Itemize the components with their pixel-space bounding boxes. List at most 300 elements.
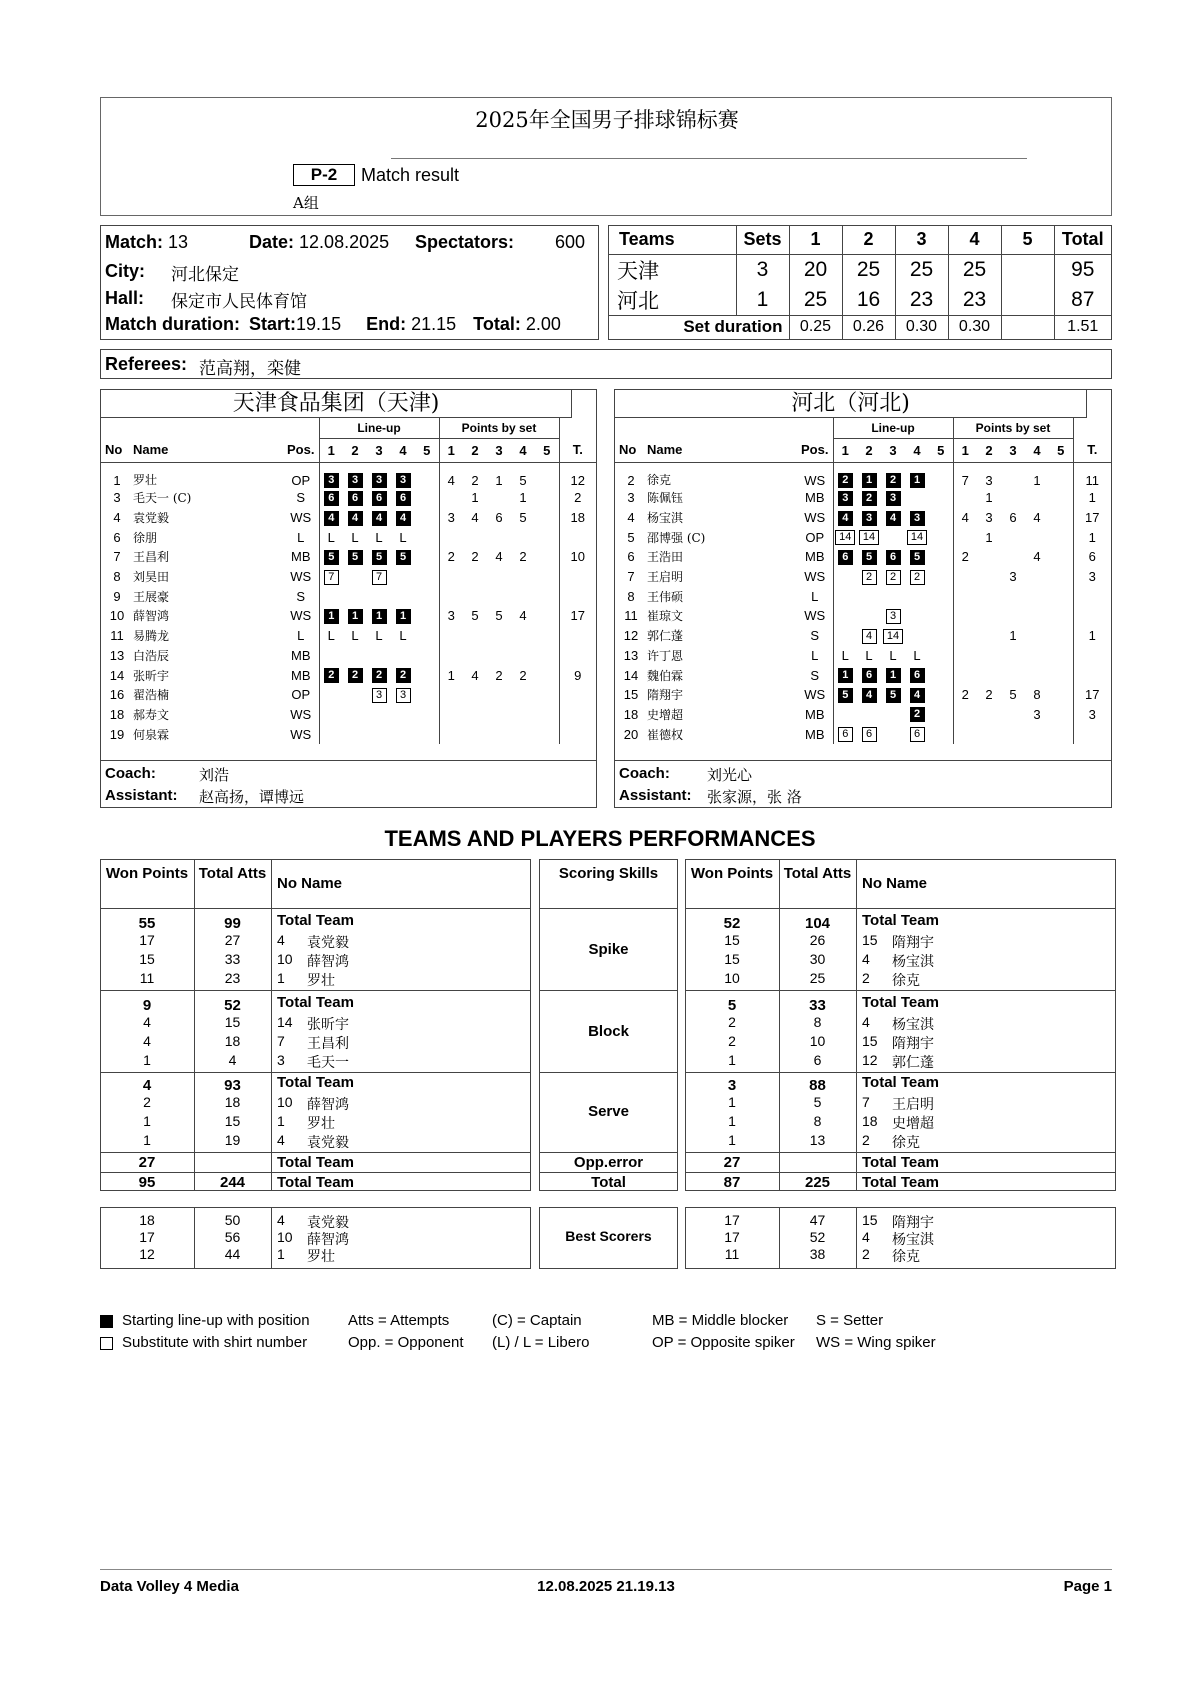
player-no: 20	[623, 726, 639, 742]
lineup-cell	[391, 606, 415, 626]
lineup-mark: 1	[348, 609, 363, 624]
player-row	[615, 462, 1111, 488]
player-no: 4	[113, 510, 121, 526]
empty-square-icon	[100, 1337, 113, 1350]
opp-error-team: Total Team	[862, 1154, 939, 1171]
set-points	[439, 567, 463, 587]
set-points	[439, 724, 463, 744]
player-no: 4	[277, 1132, 285, 1148]
team-panel-left	[100, 389, 597, 808]
best-atts: 56	[224, 1229, 241, 1245]
total-header: T.	[1073, 438, 1111, 462]
legend-atts: Atts = Attempts	[348, 1312, 450, 1329]
set-points	[535, 626, 559, 646]
assistant-label: Assistant:	[619, 787, 692, 804]
divider	[685, 990, 1116, 991]
player-row	[615, 606, 1111, 626]
lineup-cell	[319, 665, 343, 685]
player-pos: OP	[797, 527, 833, 547]
lineup-mark: 2	[348, 668, 363, 683]
set-header: 1	[953, 438, 977, 462]
player-atts: 15	[224, 1113, 241, 1129]
lineup-mark: 1	[886, 668, 901, 683]
set-points	[1025, 488, 1049, 508]
player-no: 18	[862, 1113, 878, 1129]
lineup-cell	[881, 567, 905, 587]
score-cell: 3	[736, 254, 789, 285]
set-points	[463, 685, 487, 705]
lineup-cell	[415, 462, 439, 488]
player-atts: 18	[224, 1033, 241, 1049]
player-pos: MB	[797, 724, 833, 744]
player-name: 王伟硕	[647, 589, 684, 604]
score-cell: 25	[948, 254, 1001, 285]
lineup-mark: 5	[886, 688, 901, 703]
set-points	[977, 547, 1001, 567]
player-pos: WS	[797, 567, 833, 587]
set-header: 2	[977, 438, 1001, 462]
lineup-cell	[343, 724, 367, 744]
lineup-cell	[343, 586, 367, 606]
duration-label: Match duration:	[105, 314, 240, 334]
player-name: 毛天一 (C)	[133, 491, 192, 506]
player-no: 18	[109, 706, 125, 722]
player-name: 毛天一	[307, 1055, 349, 1071]
best-no: 4	[862, 1229, 870, 1245]
lineup-cell	[929, 586, 953, 606]
lineup-cell	[343, 705, 367, 725]
player-atts: 5	[813, 1094, 822, 1110]
lineup-cell	[391, 586, 415, 606]
lineup-mark: 5	[348, 550, 363, 565]
assistant-label: Assistant:	[105, 787, 178, 804]
set-points	[463, 567, 487, 587]
player-pos: L	[797, 646, 833, 666]
player-no: 14	[109, 667, 125, 683]
lineup-cell	[367, 527, 391, 547]
set-points	[1025, 586, 1049, 606]
player-pos: WS	[797, 606, 833, 626]
player-atts: 4	[228, 1052, 237, 1068]
lineup-cell	[881, 724, 905, 744]
set-points	[487, 586, 511, 606]
set-points: 4	[1033, 510, 1041, 526]
set-points: 2	[961, 549, 969, 565]
player-atts: 6	[813, 1052, 822, 1068]
set-points	[977, 705, 1001, 725]
player-name: 郝寿文	[133, 707, 170, 722]
best-no: 10	[277, 1229, 293, 1245]
lineup-cell	[319, 508, 343, 528]
player-pos: OP	[283, 685, 319, 705]
lineup-mark: 5	[862, 550, 877, 565]
set-points	[535, 508, 559, 528]
player-name: 易腾龙	[133, 629, 170, 644]
filled-square-icon	[100, 1315, 113, 1328]
lineup-cell	[857, 508, 881, 528]
player-pos: MB	[283, 547, 319, 567]
player-no: 16	[109, 687, 125, 703]
divider	[571, 390, 572, 418]
lineup-cell	[905, 462, 929, 488]
score-header: 2	[842, 226, 895, 254]
player-no: 4	[627, 510, 635, 526]
player-row	[615, 646, 1111, 666]
spectators-label: Spectators:	[415, 232, 515, 252]
player-no: 3	[113, 490, 121, 506]
player-won: 1	[143, 1052, 151, 1068]
player-name: 张昕宇	[307, 1017, 349, 1033]
lineup-mark: 2	[396, 668, 411, 683]
best-no: 1	[277, 1246, 285, 1262]
footer-left: Data Volley 4 Media	[100, 1578, 239, 1595]
player-name: 袁党毅	[307, 935, 349, 951]
lineup-cell	[833, 665, 857, 685]
player-atts: 10	[809, 1033, 826, 1049]
lineup-cell	[319, 462, 343, 488]
assistant-names: 张家源，张 洛	[707, 788, 802, 806]
player-won: 4	[143, 1033, 151, 1049]
player-name: 杨宝淇	[892, 1017, 934, 1033]
set-duration: 1.51	[1067, 318, 1099, 336]
set-points	[439, 705, 463, 725]
pos-header: Pos.	[797, 438, 833, 462]
won-header: Won Points	[690, 865, 774, 882]
team-total-label: Total Team	[862, 1074, 939, 1091]
set-points	[439, 586, 463, 606]
score-row	[609, 285, 1111, 316]
lineup-cell	[833, 508, 857, 528]
lineup-cell	[415, 724, 439, 744]
lineup-mark: 6	[910, 727, 925, 742]
set-points: 3	[1033, 706, 1041, 722]
lineup-cell	[881, 626, 905, 646]
player-pos: MB	[283, 665, 319, 685]
player-no: 15	[862, 1033, 878, 1049]
team-atts: 99	[224, 915, 241, 932]
player-total: 1	[1088, 529, 1096, 545]
player-won: 2	[728, 1014, 736, 1030]
set-duration: 0.26	[842, 315, 895, 339]
name-header: Name	[133, 438, 283, 462]
lineup-cell	[367, 462, 391, 488]
set-points: 2	[447, 549, 455, 565]
player-no: 7	[113, 549, 121, 565]
lineup-cell	[929, 705, 953, 725]
player-pos: MB	[797, 547, 833, 567]
end-label: End:	[366, 314, 407, 334]
lineup-mark: 2	[324, 668, 339, 683]
player-name: 隋翔宇	[892, 1036, 934, 1052]
player-name: 郭仁蓬	[892, 1055, 934, 1071]
player-won: 11	[139, 970, 155, 986]
lineup-cell	[881, 527, 905, 547]
set-header: 5	[535, 438, 559, 462]
team-total-label: Total Team	[277, 994, 354, 1011]
lineup-cell	[833, 646, 857, 666]
set-header: 3	[487, 438, 511, 462]
roster-blank	[559, 418, 596, 438]
player-name: 薛智鸿	[307, 1097, 349, 1113]
player-name: 郭仁蓬	[647, 629, 684, 644]
player-name: 罗壮	[307, 973, 335, 989]
lineup-mark: 4	[348, 511, 363, 526]
divider	[1086, 390, 1087, 418]
player-won: 2	[728, 1033, 736, 1049]
total-right-atts: 225	[804, 1174, 831, 1191]
score-cell: 23	[895, 285, 948, 316]
set-points	[535, 462, 559, 488]
player-name: 王昌利	[133, 550, 170, 565]
player-total	[559, 724, 596, 744]
lineup-cell	[833, 685, 857, 705]
roster-blank	[615, 418, 833, 438]
lineup-cell	[833, 705, 857, 725]
set-points: 1	[447, 667, 455, 683]
lineup-cell	[905, 665, 929, 685]
player-name: 王昌利	[307, 1036, 349, 1052]
player-name: 杨宝淇	[892, 954, 934, 970]
city-label: City:	[105, 261, 145, 281]
roster-table-left	[101, 418, 596, 744]
set-header: 4	[905, 438, 929, 462]
coach-name: 刘浩	[199, 766, 230, 784]
lineup-cell	[391, 724, 415, 744]
player-name: 王展豪	[133, 589, 170, 604]
referees-names: 范高翔，栾健	[199, 359, 301, 379]
set-points	[511, 724, 535, 744]
lineup-cell	[367, 508, 391, 528]
lineup-mark: 2	[886, 473, 901, 488]
duration-row	[105, 314, 595, 335]
lineup-cell	[319, 586, 343, 606]
date-label: Date:	[249, 232, 295, 252]
set-points	[535, 606, 559, 626]
set-points	[1025, 724, 1049, 744]
lineup-mark: 2	[886, 570, 901, 585]
set-header: 3	[367, 438, 391, 462]
player-no: 7	[862, 1094, 870, 1110]
lineup-cell	[905, 724, 929, 744]
lineup-mark: 3	[348, 473, 363, 488]
lineup-cell	[857, 547, 881, 567]
player-won: 1	[143, 1113, 151, 1129]
player-no: 6	[627, 549, 635, 565]
lineup-cell	[929, 527, 953, 547]
score-cell	[1001, 254, 1054, 285]
lineup-mark: 6	[348, 491, 363, 506]
set-points	[1049, 586, 1073, 606]
total-right-won: 87	[723, 1174, 741, 1191]
player-total	[559, 527, 596, 547]
set-points	[511, 626, 535, 646]
footer-right: Page 1	[1063, 1578, 1112, 1595]
opp-error-label: Opp.error	[573, 1154, 644, 1171]
set-points	[511, 685, 535, 705]
score-cell: 25	[842, 254, 895, 285]
set-points	[953, 606, 977, 626]
player-row	[615, 586, 1111, 606]
lineup-libero: L	[399, 628, 407, 644]
lineup-mark: 2	[862, 570, 877, 585]
lineup-mark: 2	[838, 473, 853, 488]
performance-title: TEAMS AND PLAYERS PERFORMANCES	[384, 826, 816, 851]
coach-row	[615, 760, 1111, 807]
lineup-mark: 5	[396, 550, 411, 565]
divider	[685, 908, 1116, 909]
lineup-cell	[415, 685, 439, 705]
lineup-libero: L	[351, 529, 359, 545]
city-value: 河北保定	[171, 265, 239, 285]
set-duration	[1001, 315, 1054, 339]
player-won: 1	[143, 1132, 151, 1148]
set-points: 4	[447, 473, 455, 488]
set-points	[977, 586, 1001, 606]
lineup-mark: 4	[838, 511, 853, 526]
lineup-mark: 5	[838, 688, 853, 703]
best-won: 18	[139, 1212, 155, 1228]
total-header: T.	[559, 438, 596, 462]
player-total	[1073, 646, 1111, 666]
player-no: 2	[627, 473, 635, 488]
roster-table	[101, 418, 596, 744]
set-points: 5	[471, 608, 479, 624]
noname-header: No Name	[862, 875, 928, 892]
player-row	[101, 705, 596, 725]
lineup-cell	[319, 685, 343, 705]
set-points	[439, 488, 463, 508]
lineup-mark: 3	[396, 688, 411, 703]
player-no: 10	[109, 608, 125, 624]
set-points	[511, 527, 535, 547]
set-points	[1025, 527, 1049, 547]
lineup-cell	[415, 527, 439, 547]
player-no: 5	[627, 529, 635, 545]
player-won: 1	[728, 1113, 736, 1129]
set-points	[1049, 685, 1073, 705]
best-won: 12	[139, 1246, 155, 1262]
player-no: 3	[627, 490, 635, 506]
lineup-mark: 4	[862, 688, 877, 703]
player-name: 杨宝淇	[647, 511, 684, 526]
player-atts: 13	[809, 1132, 826, 1148]
player-pos: MB	[283, 646, 319, 666]
lineup-mark: 14	[835, 530, 855, 545]
player-pos: OP	[283, 462, 319, 488]
roster-blank	[101, 418, 319, 438]
set-header: 5	[929, 438, 953, 462]
player-name: 许丁恩	[647, 648, 684, 663]
set-points	[1001, 665, 1025, 685]
score-cell	[1001, 285, 1054, 316]
lineup-mark: 5	[910, 550, 925, 565]
lineup-mark: 6	[838, 550, 853, 565]
lineup-cell	[833, 606, 857, 626]
match-label: Match:	[105, 232, 163, 252]
date-row	[249, 232, 389, 253]
player-row	[101, 527, 596, 547]
player-pos: L	[283, 626, 319, 646]
best-name: 袁党毅	[307, 1215, 349, 1231]
lineup-cell	[857, 606, 881, 626]
player-no: 4	[862, 951, 870, 967]
lineup-cell	[367, 705, 391, 725]
player-total	[559, 685, 596, 705]
set-header: 1	[319, 438, 343, 462]
lineup-mark: 6	[838, 727, 853, 742]
pos-header: Pos.	[283, 438, 319, 462]
set-points	[1025, 646, 1049, 666]
lineup-cell	[857, 665, 881, 685]
best-atts: 38	[809, 1246, 826, 1262]
no-header: No	[101, 438, 133, 462]
player-row	[101, 646, 596, 666]
player-won: 1	[728, 1052, 736, 1068]
lineup-mark: 2	[862, 491, 877, 506]
legend	[100, 1312, 1100, 1362]
player-row	[101, 488, 596, 508]
set-points	[1049, 488, 1073, 508]
player-no: 8	[113, 569, 121, 585]
set-points	[1049, 547, 1073, 567]
player-total: 9	[574, 667, 582, 683]
set-points	[953, 626, 977, 646]
best-won: 17	[724, 1229, 740, 1245]
set-points	[535, 547, 559, 567]
lineup-cell	[929, 462, 953, 488]
score-header: Total	[1054, 226, 1111, 254]
player-no: 11	[624, 608, 638, 624]
player-name: 王启明	[892, 1097, 934, 1113]
lineup-cell	[857, 705, 881, 725]
lineup-cell	[929, 567, 953, 587]
lineup-mark: 7	[324, 570, 339, 585]
lineup-cell	[833, 567, 857, 587]
player-won: 17	[139, 932, 155, 948]
set-points	[953, 705, 977, 725]
set-duration: 0.30	[948, 315, 1001, 339]
lineup-cell	[367, 567, 391, 587]
team-total-label: Total Team	[862, 994, 939, 1011]
set-points	[953, 586, 977, 606]
set-points	[535, 567, 559, 587]
score-cell: 20	[789, 254, 842, 285]
set-header: 2	[463, 438, 487, 462]
player-atts: 33	[224, 951, 241, 967]
set-points	[511, 567, 535, 587]
lineup-cell	[415, 705, 439, 725]
points-header: Points by set	[439, 418, 559, 438]
lineup-mark: 3	[838, 491, 853, 506]
player-won: 1	[728, 1132, 736, 1148]
lineup-cell	[367, 724, 391, 744]
player-name: 崔琼文	[647, 609, 684, 624]
hall-value: 保定市人民体育馆	[171, 292, 307, 312]
player-pos: WS	[283, 724, 319, 744]
player-name: 袁党毅	[133, 511, 170, 526]
set-header: 4	[1025, 438, 1049, 462]
set-points: 1	[1033, 473, 1041, 488]
lineup-cell	[343, 606, 367, 626]
score-team: 河北	[609, 285, 736, 316]
lineup-cell	[319, 527, 343, 547]
lineup-cell	[857, 488, 881, 508]
lineup-cell	[343, 685, 367, 705]
lineup-cell	[415, 488, 439, 508]
player-name: 徐克	[892, 973, 920, 989]
coach-label: Coach:	[619, 765, 670, 782]
lineup-mark: 4	[910, 688, 925, 703]
